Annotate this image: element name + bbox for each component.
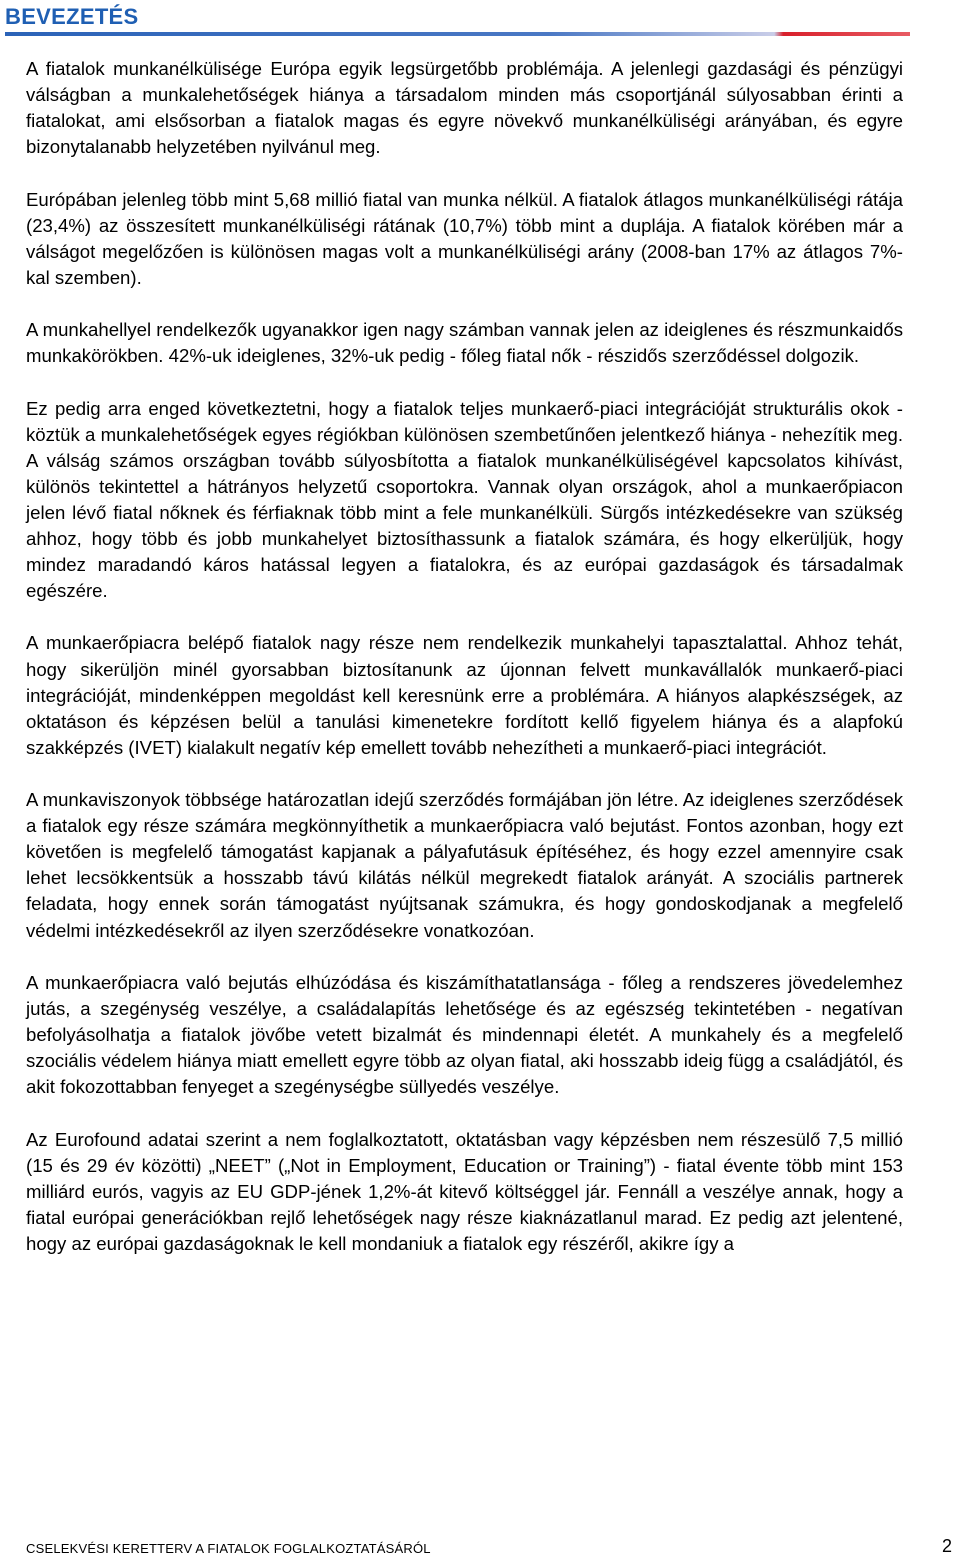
paragraph-structural-causes: Ez pedig arra enged következtetni, hogy a fiatalok teljes munkaerő-piaci integrációját strukturális okok - köztük a munkalehetőségek egyes régiókban különösen szembetűnően jelentkező hiánya - nehezítik meg. A válság számos országban tovább súlyosbította a fiatalok munkanélküliségével kapcsolatos kihívást, különös tekintettel a hátrányos helyzetű csoportokra. Vannak olyan országok, ahol a munkaerőpiacon jelen lévő fiatal nőknek és férfiaknak több mint a fele munkanélküli. Sürgős intézkedésekre van szükség ahhoz, hogy több és jobb munkahelyet biztosíthassunk a fiatalok számára, és hogy elkerüljük, hogy mindez maradandó káros hatással legyen a fiatalokra, és az európai gazdaságok és társadalmak egészére. bbox=[26, 397, 903, 602]
paragraph-work-experience: A munkaerőpiacra belépő fiatalok nagy része nem rendelkezik munkahelyi tapasztalattal. Ahhoz tehát, hogy sikerüljön minél gyorsabban biztosítanunk az újonnan felvett munkavállalók munkaerő-piaci integrációját, mindenképpen megoldást kell keresnünk erre a problémára. A hiányos alapkészségek, az oktatáson és képzésen belül a tanulási kimenetekre fordított kellő figyelem hiánya és a alapfokú szakképzés (IVET) kialakult negatív kép emellett tovább nehezítheti a munkaerő-piaci integrációt. bbox=[26, 632, 903, 758]
paragraph-temporary-work: A munkahellyel rendelkezők ugyanakkor igen nagy számban vannak jelen az ideiglenes és részmunkaidős munkakörökben. 42%-uk ideiglenes, 32%-uk pedig - főleg fiatal nők - részidős szerződéssel dolgozik. bbox=[26, 319, 903, 367]
paragraph-neet: Az Eurofound adatai szerint a nem foglalkoztatott, oktatásban vagy képzésben nem részesülő 7,5 millió (15 és 29 év közötti) „NEET” („Not in Employment, Education or Training”) - fiatal évente több mint 153 milliárd eurós, vagyis az EU GDP-jének 1,2%-át kitevő költséggel jár. Fennáll a veszélye annak, hogy a fiatal európai generációkban rejlő lehetőségek nagy része kiaknázatlanul marad. Ez pedig azt jelentené, hogy az európai gazdaságoknak le kell mondaniuk a fiatalok egy részéről, akikre így a bbox=[26, 1128, 903, 1254]
document-body bbox=[26, 56, 903, 1283]
heading-divider bbox=[5, 32, 910, 36]
paragraph-statistics: Európában jelenleg több mint 5,68 millió fiatal van munka nélkül. A fiatalok átlagos munkanélküliségi rátája (23,4%) az összesített munkanélküliségi rátának (10,7%) több mint a duplája. A fiatalok körében már a válságot megelőzően is különösen magas volt a munkanélküliségi arány (2008-ban 17% az átlagos 7%-kal szemben). bbox=[26, 188, 903, 288]
paragraph-labour-market-entry: A munkaerőpiacra való bejutás elhúzódása és kiszámíthatatlansága - főleg a rendszeres jövedelemhez jutás, a szegénység veszélye, a családalapítás lehetősége és az egészség tekintetében - negatívan befolyásolhatja a fiatalok jövőbe vetett bizalmát és mindennapi életét. A munkahely és a megfelelő szociális védelem hiánya miatt emellett egyre több az olyan fiatal, aki hosszabb ideig függ a családjától, és akit fokozottabban fenyeget a szegénységbe süllyedés veszélye. bbox=[26, 971, 903, 1098]
paragraph-contracts: A munkaviszonyok többsége határozatlan idejű szerződés formájában jön létre. Az ideiglenes szerződések a fiatalok egy része számára megkönnyíthetik a munkaerőpiacra való bejutást. Fontos azonban, hogy ezt követően is megfelelő támogatást kapjanak a pályafutásuk építéséhez, és hogy ezzel amennyire csak lehet lecsökkentsük a hosszabb távú kilátás nélkül megrekedt fiatalok arányát. A szociális partnerek feladata, hogy ennek során támogatást nyújtsanak számukra, és hogy gondoskodjanak a megfelelő védelmi intézkedésekről az ilyen szerződésekre vonatkozóan. bbox=[26, 789, 903, 941]
footer-page-number: 2 bbox=[941, 1536, 952, 1556]
section-heading: BEVEZETÉS bbox=[5, 4, 139, 29]
paragraph-intro: A fiatalok munkanélkülisége Európa egyik legsürgetőbb problémája. A jelenlegi gazdasági és pénzügyi válságban a munkalehetőségek hiánya a társadalom minden más csoportjánál súlyosabban érinti a fiatalokat, ami elsősorban a fiatalok magas és egyre növekvő munkanélküliségi arányában, és egyre bizonytalanabb helyzetében nyilvánul meg. bbox=[26, 58, 903, 158]
footer-document-title: CSELEKVÉSI KERETTERV A FIATALOK FOGLALKOZTATÁSÁRÓL bbox=[26, 1541, 431, 1556]
